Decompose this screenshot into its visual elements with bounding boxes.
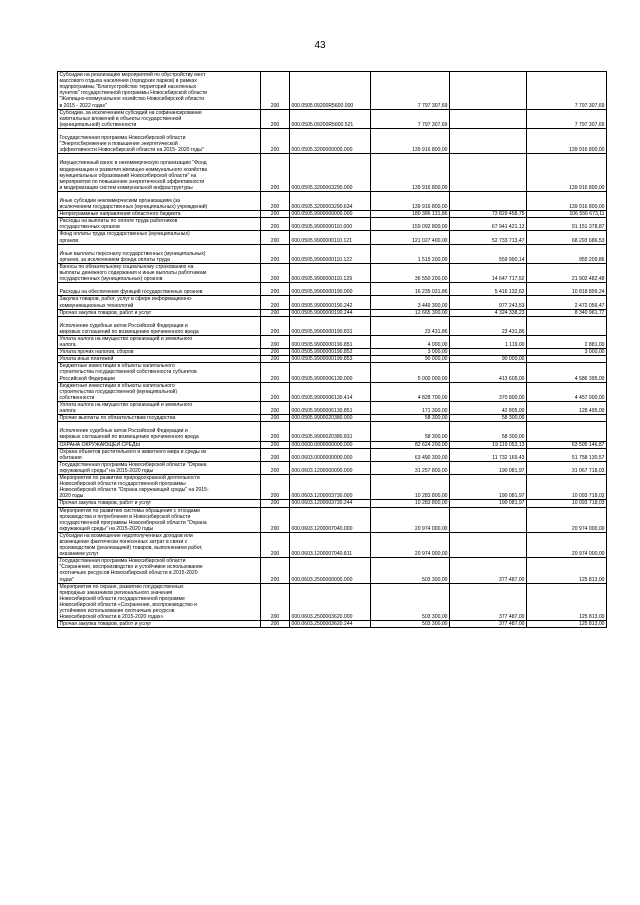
row-kbk-cell: 000.0603.2500000000.000 — [290, 558, 371, 583]
row-kbk-cell: 000.0505.9900006130.414 — [290, 382, 371, 401]
row-approved-cell: 503 300,00 — [371, 558, 450, 583]
table-row — [58, 363, 607, 382]
row-executed-cell: 413 605,00 — [450, 363, 527, 382]
row-code-cell: 200 — [261, 109, 290, 128]
row-approved-cell: 23 431,86 — [371, 316, 450, 335]
table-row — [58, 415, 607, 422]
table-row — [58, 336, 607, 349]
row-kbk-cell: 000.0505.9900000190.852 — [290, 349, 371, 356]
table-row — [58, 448, 607, 461]
table-row — [58, 382, 607, 401]
row-executed-cell: 67 941 421,13 — [450, 218, 527, 231]
row-name-cell: Прочая закупка товаров, работ и услуг — [58, 309, 261, 316]
row-executed-cell: 58 300,00 — [450, 422, 527, 441]
table-row — [58, 349, 607, 356]
row-executed-cell: 190 081,97 — [450, 500, 527, 507]
row-name-cell: Расходы на выплаты по оплате труда работников государственных органов — [58, 218, 261, 231]
row-remaining-cell: 10 093 718,03 — [527, 475, 607, 500]
row-approved-cell: 58 300,00 — [371, 422, 450, 441]
row-code-cell: 200 — [261, 336, 290, 349]
row-executed-cell: 42 805,00 — [450, 401, 527, 414]
row-approved-cell: 16 235 031,86 — [371, 283, 450, 296]
table-row — [58, 500, 607, 507]
row-code-cell: 200 — [261, 401, 290, 414]
table-row — [58, 583, 607, 621]
row-kbk-cell: 000.0505.9900000190.244 — [290, 309, 371, 316]
row-remaining-cell: 4 586 395,00 — [527, 363, 607, 382]
row-approved-cell: 5 000 000,00 — [371, 363, 450, 382]
row-code-cell: 200 — [261, 154, 290, 192]
row-name-cell: Взносы по обязательному социальному страхованию на выплаты денежного содержания и иные выплаты работникам государственных (муниципальных) органов — [58, 263, 261, 282]
row-remaining-cell: 125 813,00 — [527, 558, 607, 583]
row-code-cell: 200 — [261, 191, 290, 210]
row-code-cell: 200 — [261, 532, 290, 557]
row-approved-cell: 58 300,00 — [371, 415, 450, 422]
row-code-cell: 200 — [261, 441, 290, 448]
row-remaining-cell: 7 797 307,69 — [527, 109, 607, 128]
row-name-cell: Субсидии, за исключением субсидий на софинансирование капитальных вложений в объекты государственной (муниципальной) собственности — [58, 109, 261, 128]
row-name-cell: Имущественный взнос в некоммерческую организацию "Фонд модернизации и развития жилищно-коммунального хозяйства муниципальных образований Новосибирской области" на мероприятия по повышению энергетической эффективности и модернизации систем коммунальной инфраструктуры — [58, 154, 261, 192]
row-executed-cell: 190 081,97 — [450, 461, 527, 474]
row-code-cell: 200 — [261, 231, 290, 244]
row-name-cell: Непрограммные направления областного бюджета — [58, 211, 261, 218]
row-executed-cell: 377 487,00 — [450, 558, 527, 583]
table-row — [58, 558, 607, 583]
row-approved-cell: 180 386 131,86 — [371, 211, 450, 218]
row-name-cell: Бюджетные инвестиции в объекты капитального строительства государственной собственности субъектов Российской Федерации — [58, 363, 261, 382]
row-approved-cell: 1 515 200,00 — [371, 244, 450, 263]
row-executed-cell: 4 324 338,23 — [450, 309, 527, 316]
table-row — [58, 441, 607, 448]
row-kbk-cell: 000.0505.9900000190.242 — [290, 296, 371, 309]
row-kbk-cell: 000.0505.9900000190.000 — [290, 283, 371, 296]
row-kbk-cell: 000.0505.9900020380.000 — [290, 415, 371, 422]
table-body — [58, 72, 607, 628]
table-row — [58, 461, 607, 474]
row-remaining-cell: 139 916 800,00 — [527, 154, 607, 192]
row-code-cell: 200 — [261, 211, 290, 218]
row-executed-cell: 19 119 053,13 — [450, 441, 527, 448]
row-name-cell: Исполнение судебных актов Российской Федерации и мировых соглашений по возмещению причиненного вреда — [58, 316, 261, 335]
row-code-cell: 200 — [261, 128, 290, 153]
row-code-cell: 200 — [261, 500, 290, 507]
row-code-cell: 200 — [261, 218, 290, 231]
row-approved-cell: 159 092 800,00 — [371, 218, 450, 231]
row-executed-cell — [450, 191, 527, 210]
row-kbk-cell: 000.0505.09200R5600.521 — [290, 109, 371, 128]
row-executed-cell — [450, 72, 527, 110]
row-code-cell: 200 — [261, 475, 290, 500]
row-approved-cell: 10 283 800,00 — [371, 475, 450, 500]
row-code-cell: 200 — [261, 263, 290, 282]
row-executed-cell: 58 300,00 — [450, 415, 527, 422]
row-code-cell: 200 — [261, 283, 290, 296]
row-approved-cell: 82 624 200,00 — [371, 441, 450, 448]
row-name-cell: Прочие выплаты по обязательствам государства — [58, 415, 261, 422]
row-approved-cell: 139 916 800,00 — [371, 154, 450, 192]
row-executed-cell: 52 733 713,47 — [450, 231, 527, 244]
row-code-cell: 200 — [261, 316, 290, 335]
table-row — [58, 72, 607, 110]
table-row — [58, 475, 607, 500]
table-row — [58, 231, 607, 244]
row-approved-cell: 20 974 000,00 — [371, 532, 450, 557]
row-kbk-cell: 000.0603.1200007040.811 — [290, 532, 371, 557]
table-row — [58, 109, 607, 128]
row-remaining-cell: 8 340 961,77 — [527, 309, 607, 316]
row-kbk-cell: 000.0505.9900006130.000 — [290, 363, 371, 382]
row-code-cell: 200 — [261, 583, 290, 621]
row-approved-cell: 4 000,00 — [371, 336, 450, 349]
table-row — [58, 296, 607, 309]
row-kbk-cell: 000.0603.1200003730.000 — [290, 475, 371, 500]
row-remaining-cell: 31 067 718,03 — [527, 461, 607, 474]
row-name-cell: Государственная программа Новосибирской области "Энергосбережение и повышение энергетической эффективности Новосибирской области на 2015- 2020 годы" — [58, 128, 261, 153]
row-code-cell: 200 — [261, 415, 290, 422]
row-remaining-cell: 125 813,00 — [527, 583, 607, 621]
row-executed-cell — [450, 128, 527, 153]
row-name-cell: Уплата налога на имущество организаций и земельного налога — [58, 336, 261, 349]
row-name-cell: Государственная программа Новосибирской области "Охрана окружающей среды" на 2015-2020 годы — [58, 461, 261, 474]
table-row — [58, 218, 607, 231]
row-code-cell: 200 — [261, 72, 290, 110]
row-name-cell: Иные выплаты персоналу государственных (муниципальных) органов, за исключением фонда оплаты труда — [58, 244, 261, 263]
row-kbk-cell: 000.0505.9900020380.831 — [290, 422, 371, 441]
budget-execution-table — [57, 71, 607, 628]
table-row — [58, 283, 607, 296]
row-remaining-cell: 21 902 482,48 — [527, 263, 607, 282]
row-approved-cell: 12 665 300,00 — [371, 309, 450, 316]
row-name-cell: Уплата иных платежей — [58, 356, 261, 363]
row-code-cell: 200 — [261, 448, 290, 461]
row-code-cell: 200 — [261, 382, 290, 401]
row-remaining-cell — [527, 356, 607, 363]
row-kbk-cell: 000.0505.9900000110.129 — [290, 263, 371, 282]
table-row — [58, 401, 607, 414]
row-executed-cell: 1 119,00 — [450, 336, 527, 349]
row-name-cell: Субсидии на возмещение недополученных доходов или возмещение фактически понесенных затрат в связи с производством (реализацией) товаров, выполнением работ, оказанием услуг — [58, 532, 261, 557]
row-remaining-cell: 10 818 899,24 — [527, 283, 607, 296]
row-code-cell: 200 — [261, 507, 290, 532]
row-executed-cell: 14 647 717,52 — [450, 263, 527, 282]
row-kbk-cell: 000.0603.2500003620.000 — [290, 583, 371, 621]
row-executed-cell: 559 990,14 — [450, 244, 527, 263]
row-remaining-cell — [527, 422, 607, 441]
row-name-cell: Фонд оплаты труда государственных (муниципальных) органов — [58, 231, 261, 244]
row-code-cell: 200 — [261, 356, 290, 363]
row-kbk-cell: 000.0505.9900000110.122 — [290, 244, 371, 263]
row-remaining-cell: 63 505 146,87 — [527, 441, 607, 448]
row-remaining-cell: 128 495,00 — [527, 401, 607, 414]
row-remaining-cell: 106 556 673,11 — [527, 211, 607, 218]
table-row — [58, 309, 607, 316]
row-executed-cell: 190 081,97 — [450, 475, 527, 500]
table-row — [58, 244, 607, 263]
row-remaining-cell: 955 209,86 — [527, 244, 607, 263]
row-approved-cell: 7 797 307,69 — [371, 72, 450, 110]
row-name-cell: Расходы на обеспечение функций государственных органов — [58, 283, 261, 296]
row-code-cell: 200 — [261, 558, 290, 583]
row-name-cell: Мероприятия по развитию системы обращения с отходами производства и потребления в Новосибирской области государственной программы Новосибирской области "Охрана окружающей среды" на 2015-2020 годы — [58, 507, 261, 532]
row-approved-cell: 121 027 400,00 — [371, 231, 450, 244]
row-kbk-cell: 000.0505.9900000110.000 — [290, 218, 371, 231]
row-kbk-cell: 000.0505.3200003290.000 — [290, 154, 371, 192]
row-approved-cell: 171 300,00 — [371, 401, 450, 414]
row-remaining-cell: 2 472 056,47 — [527, 296, 607, 309]
row-remaining-cell: 68 293 686,53 — [527, 231, 607, 244]
table-row — [58, 356, 607, 363]
row-kbk-cell: 000.0505.3200003290.634 — [290, 191, 371, 210]
row-executed-cell — [450, 349, 527, 356]
row-name-cell: Охрана объектов растительного и животного мира и среды их обитания — [58, 448, 261, 461]
row-approved-cell: 10 283 800,00 — [371, 500, 450, 507]
row-kbk-cell: 000.0505.9900000000.000 — [290, 211, 371, 218]
row-remaining-cell: 4 457 900,00 — [527, 382, 607, 401]
row-name-cell: Исполнение судебных актов Российской Федерации и мировых соглашений по возмещению причиненного вреда — [58, 422, 261, 441]
row-executed-cell: 977 243,53 — [450, 296, 527, 309]
row-name-cell: Бюджетные инвестиции в объекты капитального строительства государственной (муниципальной) собственности — [58, 382, 261, 401]
row-kbk-cell: 000.0505.3200000000.000 — [290, 128, 371, 153]
row-remaining-cell: 139 916 800,00 — [527, 128, 607, 153]
row-executed-cell: 377 487,00 — [450, 621, 527, 628]
row-executed-cell: 11 732 169,43 — [450, 448, 527, 461]
row-code-cell: 200 — [261, 422, 290, 441]
row-executed-cell: 73 829 458,75 — [450, 211, 527, 218]
page-number: 43 — [314, 40, 326, 51]
row-name-cell: Субсидии на реализацию мероприятий по обустройству мест массового отдыха населения (городских парков) в рамках подпрограммы "Благоустройство территорий населенных пунктов" государственной программы Новосибирской области "Жилищно-коммунальное хозяйство Новосибирской области в 2015 - 2022 годах" — [58, 72, 261, 110]
row-remaining-cell: 91 151 378,87 — [527, 218, 607, 231]
row-kbk-cell: 000.0505.09200R5600.000 — [290, 72, 371, 110]
row-name-cell: Государственная программа Новосибирской области "Сохранение, воспроизводство и устойчивое использование охотничьих ресурсов Новосибирской области в 2015-2020 годах" — [58, 558, 261, 583]
row-name-cell: Мероприятия по развитию природоохранной деятельности Новосибирской области государственной программы Новосибирской области "Охрана окружающей среды" на 2015- 2020 годы — [58, 475, 261, 500]
row-executed-cell: 370 800,00 — [450, 382, 527, 401]
row-remaining-cell — [527, 316, 607, 335]
table-row — [58, 422, 607, 441]
row-executed-cell — [450, 532, 527, 557]
row-name-cell: Прочая закупка товаров, работ и услуг — [58, 621, 261, 628]
row-remaining-cell — [527, 415, 607, 422]
row-code-cell: 200 — [261, 461, 290, 474]
row-remaining-cell: 125 813,00 — [527, 621, 607, 628]
table-row — [58, 211, 607, 218]
row-code-cell: 200 — [261, 309, 290, 316]
row-kbk-cell: 000.0600.0000000000.000 — [290, 441, 371, 448]
table-row — [58, 263, 607, 282]
row-code-cell: 200 — [261, 363, 290, 382]
table-row — [58, 154, 607, 192]
row-approved-cell: 63 490 300,00 — [371, 448, 450, 461]
row-remaining-cell: 51 758 130,57 — [527, 448, 607, 461]
row-code-cell: 200 — [261, 296, 290, 309]
row-remaining-cell: 2 881,00 — [527, 336, 607, 349]
row-remaining-cell: 20 974 000,00 — [527, 507, 607, 532]
row-approved-cell: 139 916 800,00 — [371, 128, 450, 153]
row-kbk-cell: 000.0505.9900000190.853 — [290, 356, 371, 363]
row-approved-cell: 3 449 300,00 — [371, 296, 450, 309]
row-name-cell: Уплата налога на имущество организаций и земельного налога — [58, 401, 261, 414]
table-row — [58, 316, 607, 335]
row-remaining-cell: 10 093 718,03 — [527, 500, 607, 507]
table-row — [58, 532, 607, 557]
row-name-cell: ОХРАНА ОКРУЖАЮЩЕЙ СРЕДЫ — [58, 441, 261, 448]
row-approved-cell: 31 257 800,00 — [371, 461, 450, 474]
row-kbk-cell: 000.0603.2500003620.244 — [290, 621, 371, 628]
table-row — [58, 621, 607, 628]
row-remaining-cell: 20 974 000,00 — [527, 532, 607, 557]
row-code-cell: 200 — [261, 621, 290, 628]
table-row — [58, 128, 607, 153]
row-executed-cell: 5 416 132,62 — [450, 283, 527, 296]
row-name-cell: Прочая закупка товаров, работ и услуг — [58, 500, 261, 507]
row-name-cell: Мероприятия по охране, развитию государственных природных заказников регионального значения Новосибирской области государственной программе Новосибирской области «Сохранение, воспроизводство и устойчивое использование охотничьих ресурсов Новосибирской области в 2015-2020 годах» — [58, 583, 261, 621]
table-row — [58, 507, 607, 532]
row-kbk-cell: 000.0603.1200000000.000 — [290, 461, 371, 474]
row-kbk-cell: 000.0603.1200003730.244 — [290, 500, 371, 507]
row-executed-cell — [450, 507, 527, 532]
row-code-cell: 200 — [261, 349, 290, 356]
row-kbk-cell: 000.0505.9900000190.831 — [290, 316, 371, 335]
table-row — [58, 191, 607, 210]
row-executed-cell — [450, 154, 527, 192]
row-approved-cell: 503 300,00 — [371, 583, 450, 621]
row-remaining-cell: 3 000,00 — [527, 349, 607, 356]
row-executed-cell: 90 000,00 — [450, 356, 527, 363]
row-name-cell: Закупка товаров, работ, услуг в сфере информационно- коммуникационных технологий — [58, 296, 261, 309]
row-kbk-cell: 000.0603.1200007040.000 — [290, 507, 371, 532]
row-executed-cell — [450, 109, 527, 128]
row-approved-cell: 4 828 700,00 — [371, 382, 450, 401]
row-approved-cell: 3 000,00 — [371, 349, 450, 356]
row-name-cell: Иные субсидии некоммерческим организациям (за исключением государственных (муниципальных) учреждений) — [58, 191, 261, 210]
row-code-cell: 200 — [261, 244, 290, 263]
row-remaining-cell: 7 797 307,69 — [527, 72, 607, 110]
row-approved-cell: 20 974 000,00 — [371, 507, 450, 532]
row-remaining-cell: 139 916 800,00 — [527, 191, 607, 210]
row-executed-cell: 23 431,86 — [450, 316, 527, 335]
row-executed-cell: 377 487,00 — [450, 583, 527, 621]
row-kbk-cell: 000.0505.9900006130.851 — [290, 401, 371, 414]
row-approved-cell: 503 300,00 — [371, 621, 450, 628]
row-approved-cell: 139 916 800,00 — [371, 191, 450, 210]
row-approved-cell: 7 797 307,69 — [371, 109, 450, 128]
row-kbk-cell: 000.0505.9900000110.121 — [290, 231, 371, 244]
row-name-cell: Уплата прочих налогов, сборов — [58, 349, 261, 356]
row-kbk-cell: 000.0505.9900000190.851 — [290, 336, 371, 349]
row-kbk-cell: 000.0603.0000000000.000 — [290, 448, 371, 461]
row-approved-cell: 36 550 200,00 — [371, 263, 450, 282]
row-approved-cell: 90 000,00 — [371, 356, 450, 363]
